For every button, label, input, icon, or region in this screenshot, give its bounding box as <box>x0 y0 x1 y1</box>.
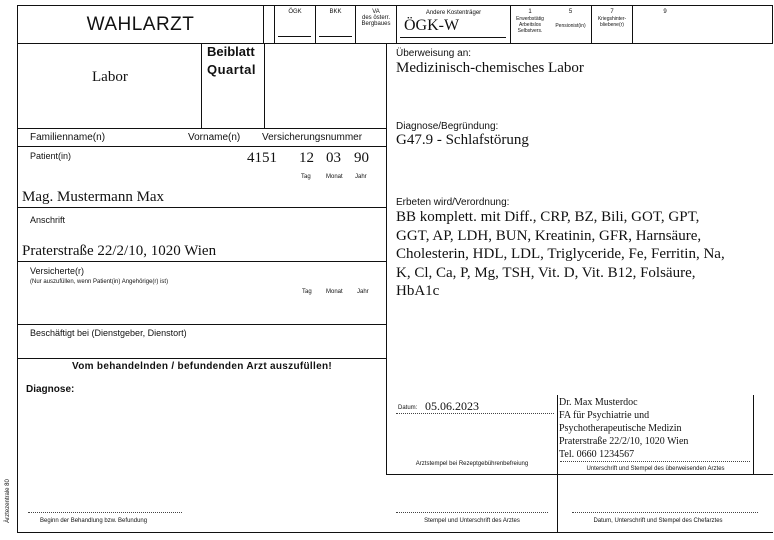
doctor-stamp-line: Psychotherapeutische Medizin <box>559 423 682 434</box>
category-1-number: 1 <box>528 9 532 15</box>
unterschrift-label: Unterschrift und Stempel des überweisenden Arztes <box>586 466 725 472</box>
patient-address[interactable]: Praterstraße 22/2/10, 1020 Wien <box>22 243 217 259</box>
quartal-label: Quartal <box>207 62 257 77</box>
diagnose-label: Diagnose: <box>26 384 75 395</box>
category-5-number: 5 <box>568 9 573 15</box>
andere-kostentraeger-value[interactable]: ÖGK-W <box>404 17 460 34</box>
versicherungsnummer-column-label: Versicherungsnummer <box>262 132 363 143</box>
beginn-signature-line[interactable] <box>28 512 182 513</box>
category-9-number: 9 <box>663 9 667 15</box>
labor-label: Labor <box>92 69 128 85</box>
erbeten-line: Cholesterin, HDL, LDL, Triglyceride, Fe, Ferritin, Na, <box>396 246 725 262</box>
doctor-stamp <box>559 396 688 461</box>
birth-year[interactable]: 90 <box>354 150 369 166</box>
datum-value[interactable]: 05.06.2023 <box>425 399 479 413</box>
diagnose-begruendung-value[interactable]: G47.9 - Schlafstörung <box>396 132 529 148</box>
arztstempel-label: Arztstempel bei Rezeptgebührenbefreiung <box>415 461 529 467</box>
chefarzt-signature-line[interactable] <box>572 512 758 513</box>
diagnose-begruendung-label: Diagnose/Begründung: <box>396 121 499 132</box>
doctor-stamp-line: FA für Psychiatrie und <box>559 410 650 421</box>
vorname-column-label: Vorname(n) <box>188 132 241 143</box>
erbeten-line: K, Cl, Ca, P, Mg, TSH, Vit. D, Vit. B12, Folsäure, <box>396 264 696 281</box>
bkk-checkbox[interactable] <box>319 36 352 37</box>
side-label: Ärztezentrale 80 <box>5 479 11 523</box>
beginn-label: Beginn der Behandlung bzw. Befundung <box>40 518 148 524</box>
birth-day[interactable]: 12 <box>299 150 314 166</box>
versicherte-label: Versicherte(r) <box>30 266 85 276</box>
erbeten-line: HbA1c <box>396 283 440 299</box>
arzt-auszufuellen-note: Vom behandelnden / befundenden Arzt auszufüllen! <box>72 361 332 372</box>
bkk-label: BKK <box>329 9 342 15</box>
andere-kostentraeger-label: Andere Kostenträger <box>425 10 482 16</box>
erbeten-line: GGT, AP, LDH, BUN, Kreatinin, GFR, Harnsäure, <box>396 227 702 244</box>
doctor-stamp-line: Dr. Max Musterdoc <box>559 397 638 408</box>
jahr-label: Jahr <box>355 174 367 180</box>
datum-chefarzt-label: Datum, Unterschrift und Stempel des Chefarztes <box>593 518 723 524</box>
beschaeftigt-label: Beschäftigt bei (Dienstgeber, Dienstort) <box>30 328 187 338</box>
tag-label: Tag <box>301 174 311 180</box>
datum-label: Datum: <box>398 405 418 411</box>
familienname-column-label: Familienname(n) <box>30 132 106 143</box>
jahr-label-2: Jahr <box>357 289 369 295</box>
form-title: WAHLARZT <box>86 14 195 35</box>
category-7-label: Kriegshinter- bliebene(r) <box>597 16 627 28</box>
monat-label-2: Monat <box>326 289 343 295</box>
erbeten-text[interactable] <box>396 208 725 301</box>
doctor-stamp-line: Tel. 0660 1234567 <box>559 449 635 460</box>
anschrift-label: Anschrift <box>30 215 66 225</box>
monat-label: Monat <box>326 174 343 180</box>
doctor-stamp-line: Praterstraße 22/2/10, 1020 Wien <box>559 436 689 447</box>
category-1-label: Erwerbstätig Arbeitslos Selbstvers. <box>516 16 544 34</box>
patient-name[interactable]: Mag. Mustermann Max <box>22 189 165 205</box>
patient-label: Patient(in) <box>30 151 72 161</box>
beiblatt-label: Beiblatt <box>207 44 255 59</box>
tag-label-2: Tag <box>302 289 312 295</box>
birth-month[interactable]: 03 <box>326 150 341 166</box>
stempel-signature-line[interactable] <box>396 512 548 513</box>
ueberweisung-value[interactable]: Medizinisch-chemisches Labor <box>396 60 584 76</box>
ueberweisung-label: Überweisung an: <box>396 48 472 59</box>
stempel-label: Stempel und Unterschrift des Arztes <box>424 518 520 524</box>
category-7-number: 7 <box>610 9 614 15</box>
erbeten-label: Erbeten wird/Verordnung: <box>396 197 510 208</box>
va-label: VA des österr. Bergbaues <box>361 9 391 27</box>
insurance-number[interactable]: 4151 <box>247 150 277 166</box>
ogk-checkbox[interactable] <box>278 36 311 37</box>
ogk-label: ÖGK <box>288 9 302 15</box>
versicherte-note: (Nur auszufüllen, wenn Patient(in) Angehörige(r) ist) <box>30 279 169 285</box>
erbeten-line: BB komplett. mit Diff., CRP, BZ, Bili, GOT, GPT, <box>396 209 700 225</box>
category-5-label: Pensionist(in) <box>555 23 586 29</box>
